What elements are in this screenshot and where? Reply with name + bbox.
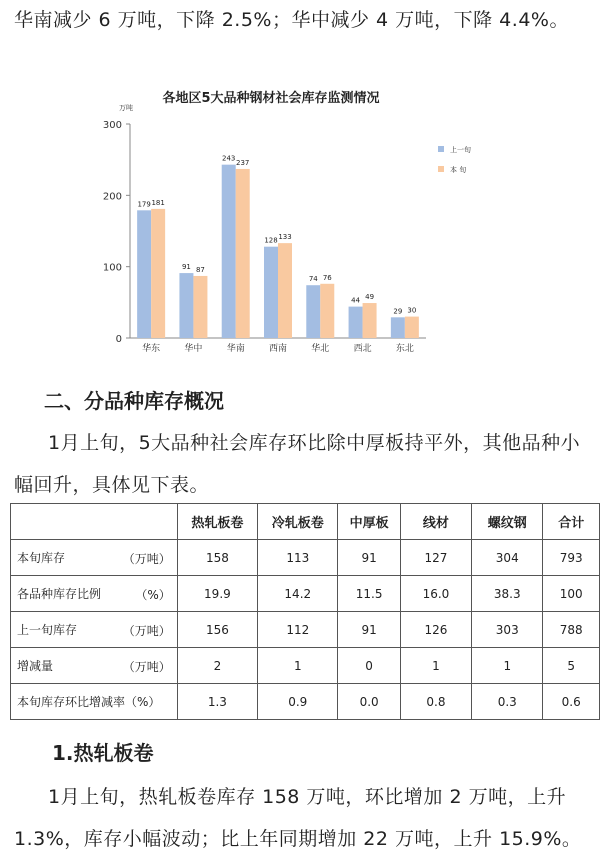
table-cell: 100 xyxy=(543,576,600,612)
row-label: 本旬库存环比增减率（%） xyxy=(17,695,161,709)
bar-value-label: 49 xyxy=(365,293,375,302)
y-tick-label: 0 xyxy=(115,334,122,345)
table-cell: 0.0 xyxy=(338,684,400,720)
legend-swatch xyxy=(438,146,444,152)
table-cell: 1.3 xyxy=(177,684,257,720)
table-cell: 303 xyxy=(472,612,543,648)
table-cell: 126 xyxy=(400,612,471,648)
table-cell: 0 xyxy=(338,648,400,684)
legend-label: 本 旬 xyxy=(450,166,467,174)
table-cell: 91 xyxy=(338,540,400,576)
table-cell: 1 xyxy=(258,648,338,684)
table-cell: 0.3 xyxy=(472,684,543,720)
bar-value-label: 74 xyxy=(308,275,318,284)
inventory-bar-chart xyxy=(96,80,536,370)
row-label-cell xyxy=(11,576,178,612)
table-cell: 14.2 xyxy=(258,576,338,612)
bar-value-label: 181 xyxy=(151,198,165,207)
bar-value-label: 128 xyxy=(264,236,278,245)
table-header: 线材 xyxy=(400,504,471,540)
table-row xyxy=(11,540,600,576)
row-unit: （万吨） xyxy=(122,660,171,674)
y-tick-label: 300 xyxy=(102,120,122,131)
table-cell: 793 xyxy=(543,540,600,576)
table-cell: 0.6 xyxy=(543,684,600,720)
table-row xyxy=(11,648,600,684)
y-axis-unit-label: 万吨 xyxy=(119,104,133,112)
table-cell: 19.9 xyxy=(177,576,257,612)
inventory-table xyxy=(10,503,600,720)
table-cell: 91 xyxy=(338,612,400,648)
bar-prev-0 xyxy=(137,210,151,338)
row-label: 各品种库存比例 xyxy=(17,587,102,601)
table-corner-cell xyxy=(11,504,178,540)
table-header-row xyxy=(11,504,600,540)
row-unit: （%） xyxy=(135,588,171,602)
y-tick-label: 100 xyxy=(102,262,122,274)
table-cell: 127 xyxy=(400,540,471,576)
row-label-cell xyxy=(11,684,178,720)
bar-prev-4 xyxy=(306,285,320,338)
bar-prev-6 xyxy=(391,317,405,338)
x-category-label: 华东 xyxy=(142,344,161,354)
x-category-label: 西北 xyxy=(353,344,372,354)
x-category-label: 华中 xyxy=(184,344,203,354)
row-label: 增减量 xyxy=(17,659,54,673)
y-tick-label: 200 xyxy=(102,191,122,203)
table-cell: 113 xyxy=(258,540,338,576)
bar-curr-4 xyxy=(320,284,334,338)
chart-title: 各地区5大品种钢材社会库存监测情况 xyxy=(162,91,380,106)
bar-curr-0 xyxy=(151,209,165,338)
legend-swatch xyxy=(438,166,444,172)
table-cell: 788 xyxy=(543,612,600,648)
bar-curr-3 xyxy=(278,243,292,338)
bar-value-label: 243 xyxy=(222,154,236,163)
section-heading: 二、分品种库存概况 xyxy=(44,389,224,413)
bar-curr-2 xyxy=(236,169,250,338)
x-category-label: 华北 xyxy=(311,344,330,354)
table-header: 合计 xyxy=(543,504,600,540)
bar-prev-2 xyxy=(222,165,236,338)
x-category-label: 华南 xyxy=(226,344,245,354)
table-cell: 0.8 xyxy=(400,684,471,720)
bar-value-label: 237 xyxy=(236,158,250,167)
table-cell: 112 xyxy=(258,612,338,648)
row-unit: （万吨） xyxy=(122,552,171,566)
table-cell: 1 xyxy=(472,648,543,684)
bar-value-label: 87 xyxy=(195,265,205,274)
table-row xyxy=(11,576,600,612)
bar-value-label: 91 xyxy=(181,263,191,272)
table-header: 螺纹钢 xyxy=(472,504,543,540)
x-category-label: 东北 xyxy=(395,344,414,354)
table-row xyxy=(11,684,600,720)
table-cell: 2 xyxy=(177,648,257,684)
table-header: 冷轧板卷 xyxy=(258,504,338,540)
table-cell: 156 xyxy=(177,612,257,648)
row-label-cell xyxy=(11,648,178,684)
bar-curr-6 xyxy=(405,317,419,338)
bar-value-label: 133 xyxy=(278,233,292,242)
table-cell: 16.0 xyxy=(400,576,471,612)
bar-prev-3 xyxy=(264,247,278,338)
bar-value-label: 44 xyxy=(351,296,361,305)
intro-paragraph: 华南减少 6 万吨，下降 2.5%；华中减少 4 万吨，下降 4.4%。 xyxy=(14,9,569,31)
table-cell: 0.9 xyxy=(258,684,338,720)
summary-paragraph: 1月上旬，5大品种社会库存环比除中厚板持平外，其他品种小幅回升，具体见下表。 xyxy=(14,432,581,496)
table-header: 热轧板卷 xyxy=(177,504,257,540)
table-cell: 158 xyxy=(177,540,257,576)
table-header: 中厚板 xyxy=(338,504,400,540)
x-category-label: 西南 xyxy=(268,344,288,354)
row-unit: （万吨） xyxy=(122,624,171,638)
table-cell: 304 xyxy=(472,540,543,576)
row-label: 本旬库存 xyxy=(17,551,66,565)
bar-prev-1 xyxy=(179,273,193,338)
subsection-heading: 1.热轧板卷 xyxy=(52,741,154,765)
table-cell: 11.5 xyxy=(338,576,400,612)
bar-prev-5 xyxy=(349,307,363,338)
bar-value-label: 29 xyxy=(393,307,403,316)
bar-value-label: 30 xyxy=(407,306,417,315)
bar-curr-1 xyxy=(193,276,207,338)
table-cell: 38.3 xyxy=(472,576,543,612)
legend-label: 上一旬 xyxy=(450,146,471,154)
row-label: 上一旬库存 xyxy=(17,623,78,637)
bar-value-label: 76 xyxy=(322,273,332,282)
table-cell: 5 xyxy=(543,648,600,684)
row-label-cell xyxy=(11,612,178,648)
table-cell: 1 xyxy=(400,648,471,684)
table-row xyxy=(11,612,600,648)
hot-rolled-paragraph: 1月上旬，热轧板卷库存 158 万吨，环比增加 2 万吨，上升 1.3%，库存小幅波动；比上年同期增加 22 万吨，上升 15.9%。 xyxy=(14,786,582,850)
bar-value-label: 179 xyxy=(137,200,151,209)
bar-curr-5 xyxy=(363,303,377,338)
row-label-cell xyxy=(11,540,178,576)
